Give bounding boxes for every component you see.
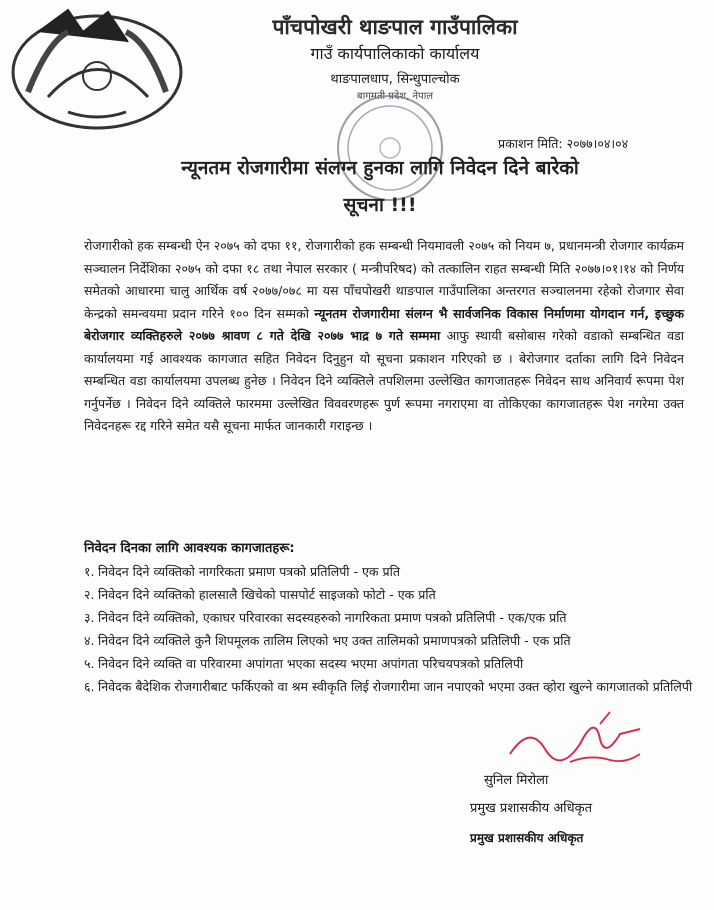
requirement-text: निवेदन दिने व्यक्ति वा परिवारमा अपांगता भएका सदस्य भएमा अपांगता परिचयपत्रको प्रतिलिपी	[98, 656, 524, 671]
notice-title-line1: न्यूनतम रोजगारीमा संलग्न हुनका लागि निवेदन दिने बारेको	[181, 157, 579, 179]
office-name: गाउँ कार्यपालिकाको कार्यालय	[310, 44, 480, 63]
nepal-emblem-logo	[8, 2, 186, 132]
requirement-item	[84, 652, 694, 675]
requirement-number: १.	[84, 564, 95, 579]
requirement-text: निवेदन दिने व्यक्तिको, एकाघर परिवारका सदस्यहरुको नागरिकता प्रमाण पत्रको प्रतिलिपी - एक/एक प्रति	[98, 610, 567, 625]
requirement-item	[84, 606, 694, 629]
requirement-text: निवेदन दिने व्यक्तिको हालसालै खिचेको पासपोर्ट साइजको फोटो - एक प्रति	[98, 587, 436, 602]
body-part3: आफु स्थायी बसोबास गरेको वडाको सम्बन्धित वडा कार्यालयमा गई आवश्यक कागजात सहित निवेदन दिनुहुन यो सूचना प्रकाशन गरिएको छ । बेरोजगार दर्ताका लागि दिने निवेदन सम्बन्धित वडा कार्यालयमा उपलब्ध हुनेछ । निवेदन दिने व्यक्तिले तपशिलमा उल्लेखित कागजातहरू निवेदन साथ अनिवार्य रूपमा पेश गर्नुपर्नेछ । निवेदन दिने व्यक्तिले फारममा उल्लेखित विववरणहरू पुर्ण रूपमा नगराएमा वा तोकिएका कागजातहरू पेश नगरेमा उक्त निवेदनहरू रद्द गरिने समेत यसै सूचना मार्फत जानकारी गराइन्छ ।	[84, 328, 684, 433]
requirement-text: निवेदन दिने व्यक्तिले कुनै शिपमूलक तालिम लिएको भए उक्त तालिमको प्रमाणपत्रको प्रतिलिपी - एक प्रति	[98, 633, 571, 648]
requirement-number: २.	[84, 587, 95, 602]
requirement-item	[84, 583, 694, 606]
requirement-number: ३.	[84, 610, 95, 625]
signatory-name: सुनिल मिरोला	[484, 773, 549, 788]
signature-block	[470, 770, 670, 848]
requirement-number: ६.	[84, 679, 95, 694]
body-highlight: न्यूनतम रोजगारीमा संलग्न भै सार्वजनिक विकास निर्माणमा योगदान गर्न, इच्छुक बेरोजगार व्यक्तिहरुले २०७७ श्रावण ८ गते देखि २०७७ भाद्र ७ गते सम्ममा	[84, 305, 685, 343]
requirement-item	[84, 560, 694, 583]
province-name: बागमती प्रदेश, नेपाल	[356, 91, 434, 102]
notice-title-line2: सूचना !!!	[343, 194, 417, 216]
requirements-list	[84, 560, 694, 698]
body-part1: रोजगारीको हक सम्बन्धी ऐन २०७५ को दफा ११, रोजगारीको हक सम्बन्धी नियमावली २०७५ को नियम ७, प्रधानमन्त्री रोजगार कार्यक्रम सञ्चालन निर्देशिका २०७५ को दफा १८ तथा नेपाल सरकार ( मन्त्रीपरिषद) को तत्कालिन राहत सम्बन्धी मिति २०७७।०१।१४ को निर्णय समेतको आधारमा चालु आर्थिक वर्ष २०७७/०७८ मा यस पाँचपोखरी थाङपाल गाउँपालिका अन्तरगत सञ्चालनमा रहेको रोजगार सेवा केन्द्रको समन्वयमा प्रदान गरिने १०० दिन सम्मको	[84, 238, 684, 321]
requirement-number: ५.	[84, 656, 95, 671]
requirement-text: निवेदन दिने व्यक्तिको नागरिकता प्रमाण पत्रको प्रतिलिपी - एक प्रति	[98, 564, 400, 579]
publication-date: प्रकाशन मिति: २०७७।०४।०४	[498, 136, 629, 151]
org-name: पाँचपोखरी थाङपाल गाउँपालिका	[272, 15, 518, 39]
requirement-item	[84, 675, 694, 698]
notice-body	[84, 235, 684, 438]
requirement-number: ४.	[84, 633, 95, 648]
requirement-item	[84, 629, 694, 652]
requirement-text: निवेदक बैदेशिक रोजगारीबाट फर्किएको वा श्रम स्वीकृति लिई रोजगारीमा जान नपाएको भएमा उक्त व्होरा खुल्ने कागजातको प्रतिलिपी	[98, 679, 693, 694]
notice-title	[60, 150, 700, 224]
designation-stamp: प्रमुख प्रशासकीय अधिकृत	[470, 831, 584, 845]
signatory-designation: प्रमुख प्रशासकीय अधिकृत	[470, 801, 593, 816]
handwritten-signature	[500, 704, 650, 776]
requirements-heading: निवेदन दिनका लागि आवश्यक कागजातहरू:	[84, 541, 295, 556]
office-address: थाङपालधाप, सिन्धुपाल्चोक	[330, 72, 460, 87]
